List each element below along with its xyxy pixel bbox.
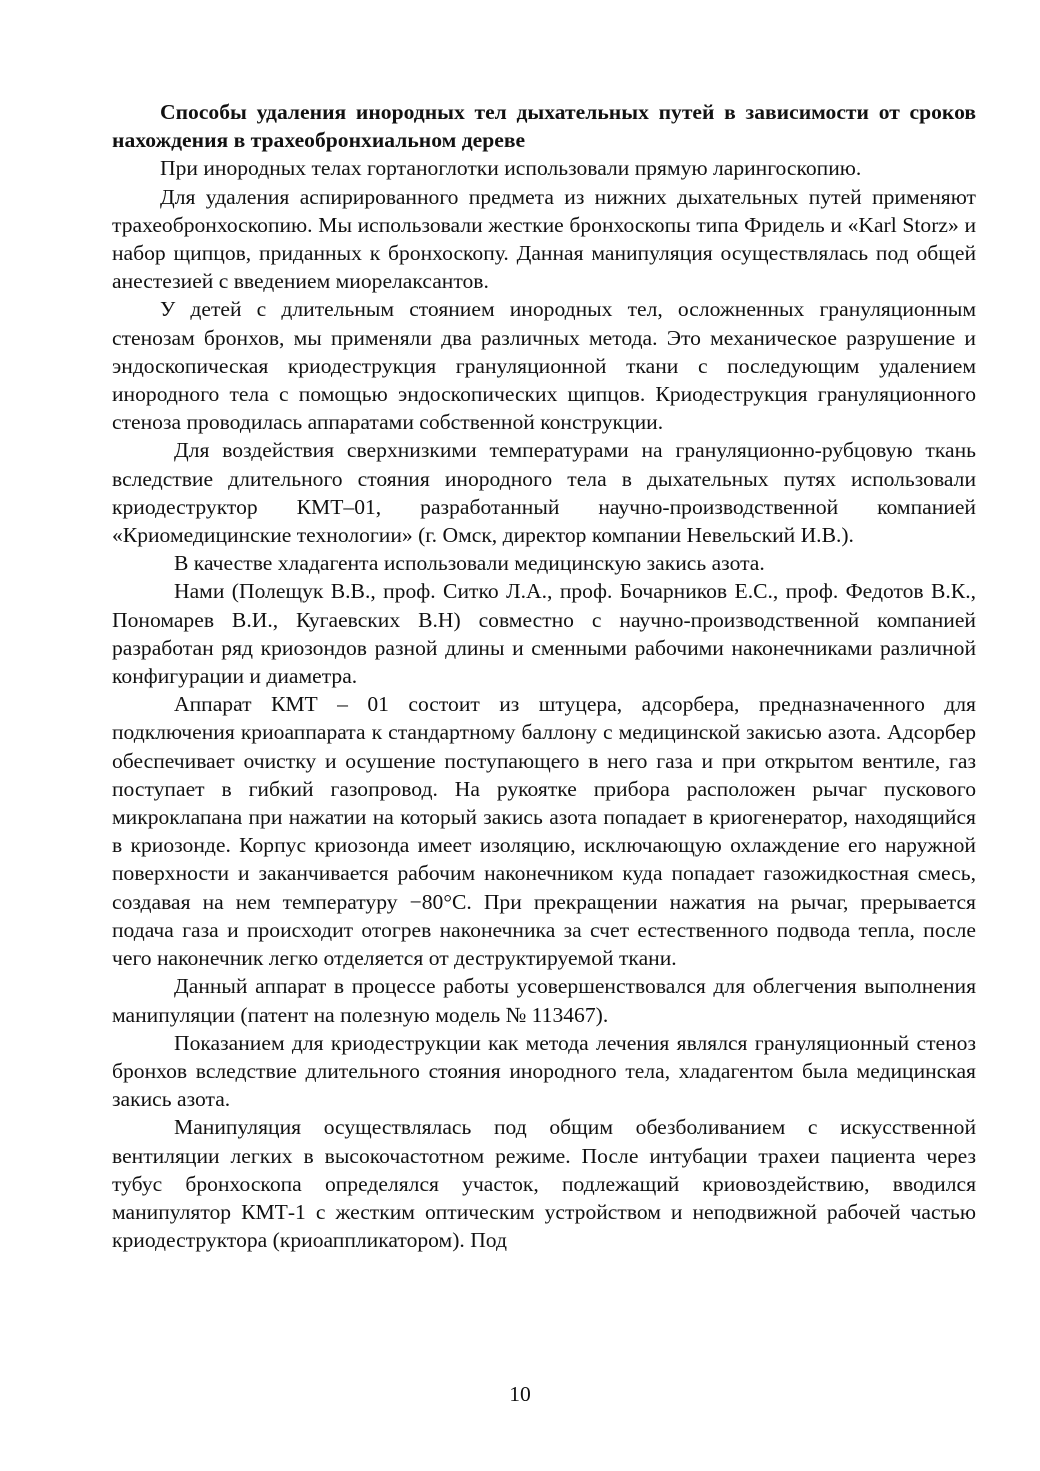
- paragraph-indication: Показанием для криодеструкции как метода лечения являлся грануляционный стеноз бронхов вследствие длительного стояния инородного тела, хладагентом была медицинская закись азота.: [112, 1030, 976, 1112]
- paragraph-patent: Данный аппарат в процессе работы усовершенствовался для облегчения выполнения манипуляции (патент на полезную модель № 113467).: [112, 974, 976, 1027]
- paragraph-tracheobronchoscopy: Для удаления аспирированного предмета из нижних дыхательных путей применяют трахеобронхоскопию. Мы использовали жесткие бронхоскопы типа Фридель и «Karl Storz» и набор щипцов, приданных к бронхоскопу. Данная манипуляция осуществлялась под общей анестезией с введением миорелаксантов.: [112, 184, 976, 294]
- page-number: 10: [509, 1382, 531, 1406]
- paragraph-procedure: Манипуляция осуществлялась под общим обезболиванием с искусственной вентиляции легких в высокочастотном режиме. После интубации трахеи пациента через тубус бронхоскопа определялся участок, подлежащий криовоздействию, вводился манипулятор КМТ-1 с жестким оптическим устройством и неподвижной рабочей частью криодеструктора (криоаппликатором). Под: [112, 1115, 976, 1253]
- paragraph-device-description: Аппарат КМТ – 01 состоит из штуцера, адсорбера, предназначенного для подключения криоаппарата к стандартному баллону с медицинской закисью азота. Адсорбер обеспечивает очистку и осушение поступающего в него газа и при открытом вентиле, газ поступает в гибкий газопровод. На рукоятке прибора расположен рычаг пускового микроклапана при нажатии на который закись азота попадает в криогенератор, находящийся в криозонде. Корпус криозонда имеет изоляцию, исключающую охлаждение его наружной поверхности и заканчивается рабочим наконечником куда попадает газожидкостная смесь, создавая на нем температуру −80°С. При прекращении нажатия на рычаг, прерывается подача газа и происходит отогрев наконечника за счет естественного подвода тепла, после чего наконечник легко отделяется от деструктируемой ткани.: [112, 692, 976, 971]
- document-page: [112, 98, 976, 1254]
- paragraph-cryoprobes: Нами (Полещук В.В., проф. Ситко Л.А., проф. Бочарников Е.С., проф. Федотов В.К., Пономарев В.И., Кугаевских В.Н) совместно с научно-производственной компанией разработан ряд криозондов разной длины и сменными рабочими наконечниками различной конфигурации и диаметра.: [112, 579, 976, 689]
- paragraph-laryngoscopy: При инородных телах гортаноглотки использовали прямую ларингоскопию.: [160, 156, 862, 181]
- paragraph-granulation-stenosis: У детей с длительным стоянием инородных тел, осложненных грануляционным стенозам бронхов, мы применяли два различных метода. Это механическое разрушение и эндоскопическая криодеструкция грануляционной ткани с последующим удалением инородного тела с помощью эндоскопических щипцов. Криодеструкция грануляционного стеноза проводилась аппаратами собственной конструкции.: [112, 297, 976, 435]
- paragraph-cryodestructor: Для воздействия сверхнизкими температурами на грануляционно-рубцовую ткань вследствие длительного стояния инородного тела в дыхательных путях использовали криодеструктор КМТ–01, разработанный научно-производственной компанией «Криомедицинские технологии» (г. Омск, директор компании Невельский И.В.).: [112, 438, 976, 548]
- section-heading: Способы удаления инородных тел дыхательных путей в зависимости от сроков нахождения в трахеобронхиальном дереве: [112, 100, 976, 153]
- paragraph-refrigerant: В качестве хладагента использовали медицинскую закись азота.: [174, 551, 765, 576]
